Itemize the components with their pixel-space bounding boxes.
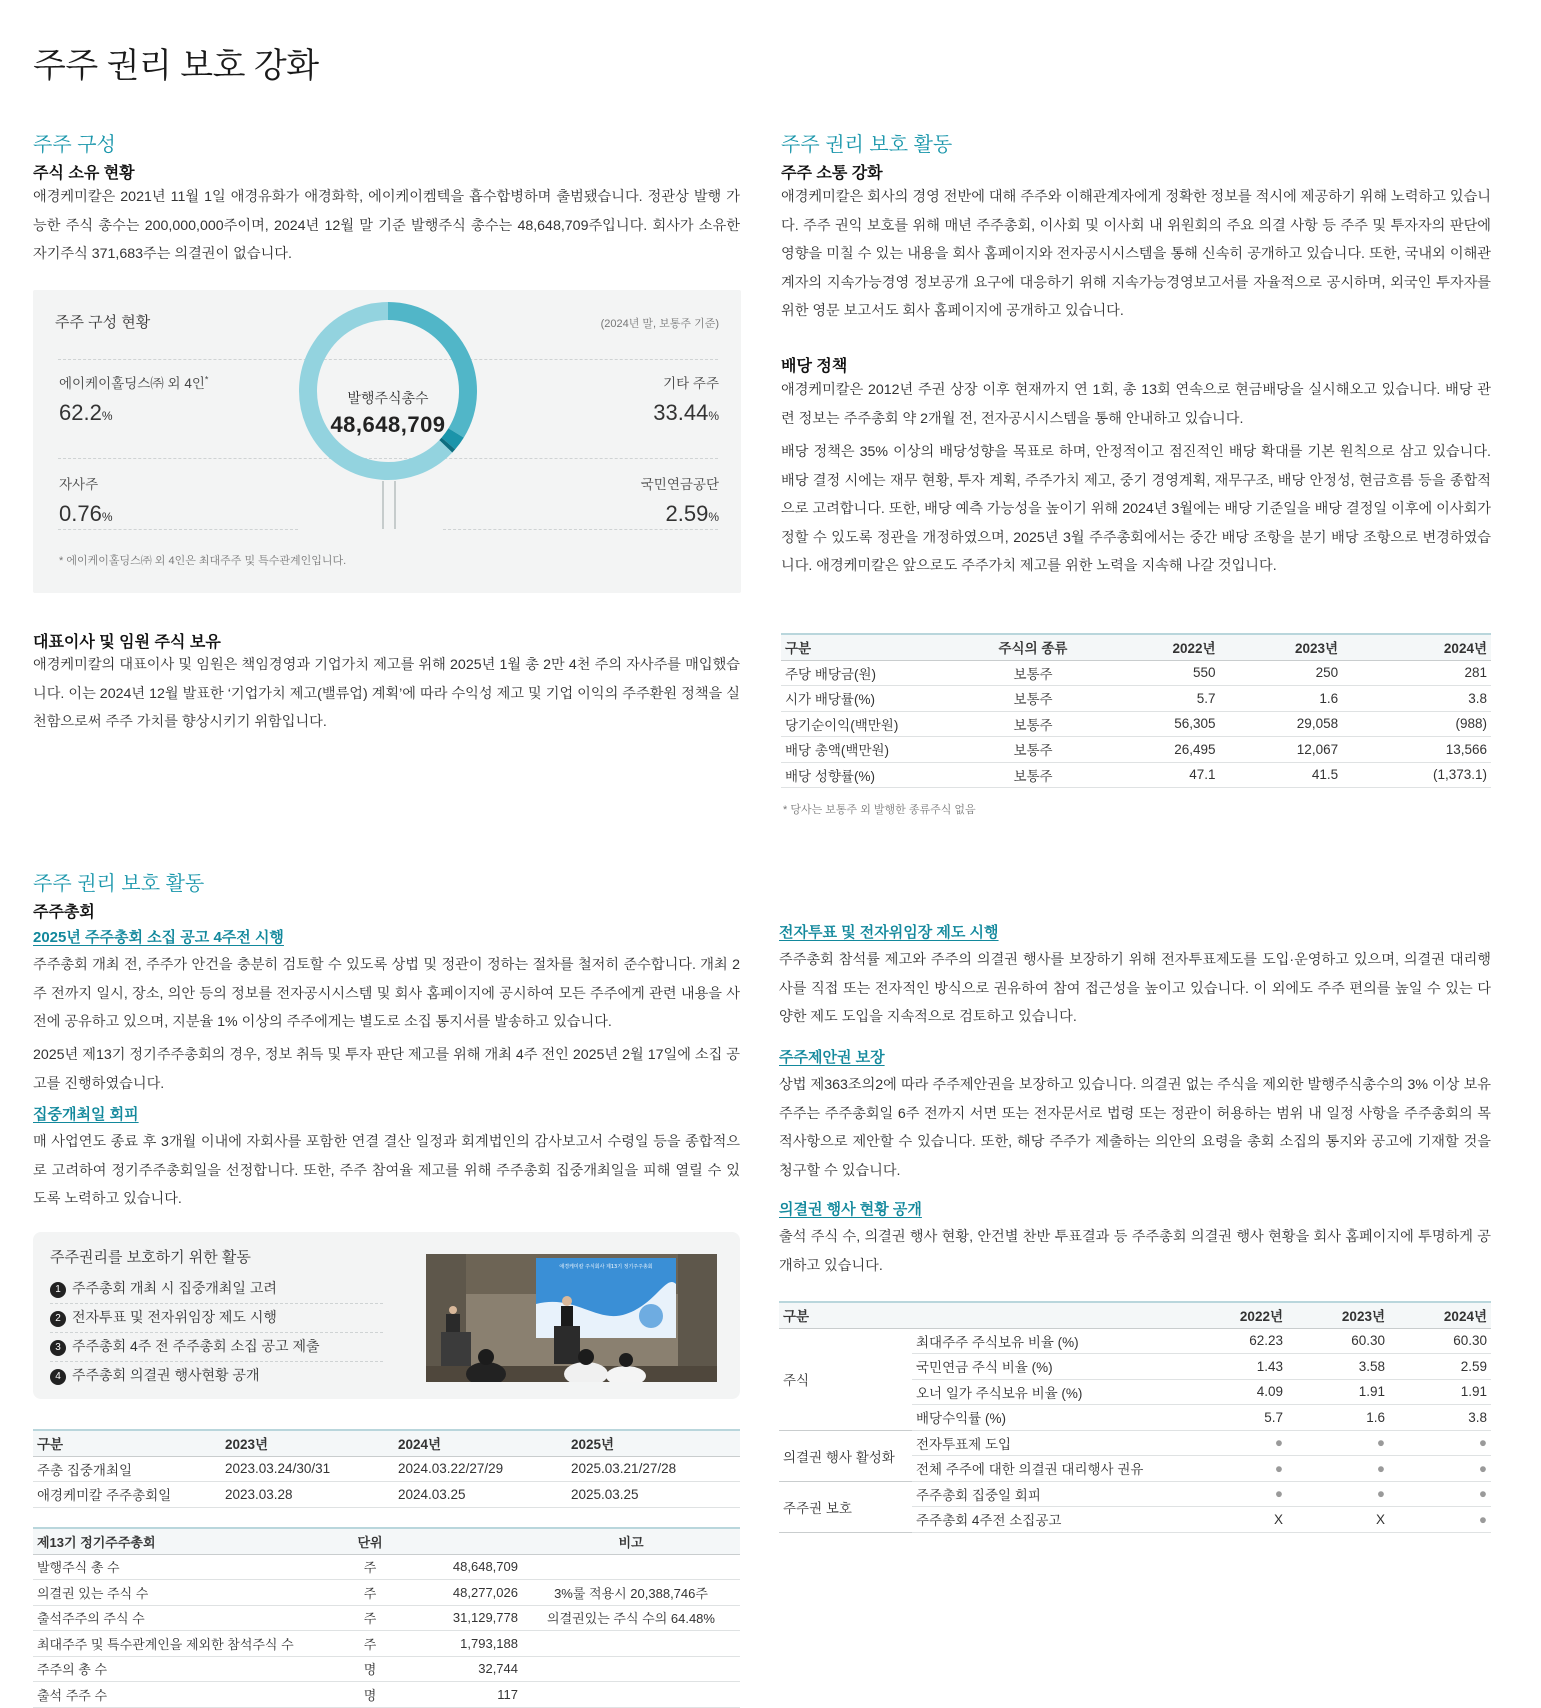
table-row xyxy=(33,1631,740,1657)
table-header-row xyxy=(33,1528,740,1554)
table-cell: 3.8 xyxy=(1342,686,1491,712)
table-row xyxy=(33,1580,740,1606)
table-cell: 26,495 xyxy=(1097,737,1220,763)
table-cell: 117 xyxy=(394,1682,522,1708)
table-row xyxy=(779,1481,1491,1507)
stat-unit: % xyxy=(101,510,113,524)
table-cell: 250 xyxy=(1220,660,1343,686)
dividend-paragraph-2: 배당 정책은 35% 이상의 배당성향을 목표로 하며, 안정적이고 점진적인 배당 확대를 기본 원칙으로 삼고 있습니다. 배당 결정 시에는 재무 현황, 투자 계획, 주주가치 제고, 중기 경영계획, 재무구조, 배당 안정성, 현금흐름 등을 종합적으로 고려합니다. 또한, 배당 예측 가능성을 높이기 위해 2024년 3월에는 배당 기준일을 배당 결정일 이후에 이사회가 정할 수 있도록 정관을 개정하였으며, 2025년 3월 주주총회에서는 중간 배당 조항을 분기 배당 조항으로 변경하였습니다. 애경케미칼은 앞으로도 주주가치 제고를 위한 노력을 지속해 나갈 것입니다. xyxy=(781,444,1491,574)
table-cell: 주 xyxy=(346,1580,394,1606)
table-header-cell: 제13기 정기주주총회 xyxy=(33,1528,346,1554)
activity-text: 주주총회 개최 시 집중개최일 고려 xyxy=(72,1280,277,1296)
number-badge: 3 xyxy=(50,1340,66,1356)
table-header-cell: 2024년 xyxy=(394,1430,567,1456)
table-cell: 보통주 xyxy=(969,762,1097,788)
activity-item xyxy=(50,1278,277,1298)
donut-slice xyxy=(446,444,449,447)
table-cell: ● xyxy=(1389,1430,1491,1456)
table-cell: 281 xyxy=(1342,660,1491,686)
table-cell: 5.7 xyxy=(1185,1405,1287,1431)
stat-sup: * xyxy=(204,374,209,385)
table-cell: ● xyxy=(1287,1430,1389,1456)
sub-title-ownership: 주식 소유 현황 xyxy=(33,165,135,182)
table-cell: 2023.03.28 xyxy=(221,1482,394,1508)
stat-unit: % xyxy=(101,409,113,423)
table-cell: 1.6 xyxy=(1220,686,1343,712)
stat-value: 33.44 xyxy=(653,400,709,425)
table-cell: 의결권 있는 주식 수 xyxy=(33,1580,346,1606)
table-cell: 전체 주주에 대한 의결권 대리행사 권유 xyxy=(912,1456,1185,1482)
activity-item xyxy=(50,1336,320,1356)
activity-text: 주주총회 4주 전 주주총회 소집 공고 제출 xyxy=(72,1338,320,1354)
table-header-cell: 2023년 xyxy=(221,1430,394,1456)
table-cell: ● xyxy=(1287,1456,1389,1482)
activity-panel xyxy=(33,1232,740,1399)
disclosure-paragraph: 출석 주식 수, 의결권 행사 현황, 안건별 찬반 투표결과 등 주주총회 의결권 행사 현황을 회사 홈페이지에 투명하게 공개하고 있습니다. xyxy=(779,1229,1491,1274)
stat-value: 2.59 xyxy=(665,501,709,526)
divider xyxy=(50,1361,383,1362)
agm-paragraph-1: 주주총회 개최 전, 주주가 안건을 충분히 검토할 수 있도록 상법 및 정관이 정하는 절차를 철저히 준수합니다. 개최 2주 전까지 일시, 장소, 의안 등의 정보를 전자공시시스템 및 회사 홈페이지에 공시하여 모든 주주에게 관련 내용을 사전에 공유하고 있으며, 지분율 1% 이상의 주주에게는 별도로 소집 통지서를 발송하고 있습니다. xyxy=(33,957,740,1030)
donut-center-label: 발행주식총수 xyxy=(347,390,429,406)
table-cell: 2025.03.25 xyxy=(567,1482,740,1508)
table-cell: 최대주주 주식보유 비율 (%) xyxy=(912,1328,1185,1354)
communication-paragraph: 애경케미칼은 회사의 경영 전반에 대해 주주와 이해관계자에게 정확한 정보를 적시에 제공하기 위해 노력하고 있습니다. 주주 권익 보호를 위해 매년 주주총회, 이사회 및 이사회 내 위원회의 주요 의결 사항 등 주주 및 투자자의 판단에 영향을 미칠 수 있는 내용을 회사 홈페이지와 전자공시시스템을 통해 신속히 공개하고 있습니다. 또한, 국내외 이해관계자의 지속가능경영 정보공개 요구에 대응하기 위해 지속가능경영보고서를 자율적으로 공시하며, 외국인 투자자를 위한 영문 보고서도 회사 홈페이지에 공개하고 있습니다. xyxy=(781,189,1491,319)
table-cell: 3.58 xyxy=(1287,1354,1389,1380)
table-cell: (988) xyxy=(1342,711,1491,737)
table-cell: 62.23 xyxy=(1185,1328,1287,1354)
sub-title-executives: 대표이사 및 임원 주식 보유 xyxy=(33,634,221,651)
dividend-table xyxy=(781,633,1491,788)
number-badge: 1 xyxy=(50,1282,66,1298)
table-cell: 3%룰 적용시 20,388,746주 xyxy=(522,1580,740,1606)
table-cell: 애경케미칼 주주총회일 xyxy=(33,1482,221,1508)
donut-center-value: 48,648,709 xyxy=(330,412,446,437)
table-cell: 48,648,709 xyxy=(394,1554,522,1580)
table-cell: 국민연금 주식 비율 (%) xyxy=(912,1354,1185,1380)
table-cell: 배당 총액(백만원) xyxy=(781,737,969,763)
table-cell: 1,793,188 xyxy=(394,1631,522,1657)
stat-label: 국민연금공단 xyxy=(640,477,719,492)
link-notice-4weeks[interactable]: 2025년 주주총회 소집 공고 4주전 시행 xyxy=(33,929,284,946)
table-cell: 29,058 xyxy=(1220,711,1343,737)
group-label: 의결권 행사 활성화 xyxy=(779,1430,912,1481)
table-row xyxy=(33,1656,740,1682)
stat-ak-holdings xyxy=(59,372,208,426)
group-label: 주식 xyxy=(779,1328,912,1430)
table-cell: 1.91 xyxy=(1389,1379,1491,1405)
table-cell: 2024.03.22/27/29 xyxy=(394,1456,567,1482)
table-row xyxy=(781,686,1491,712)
table-cell: 550 xyxy=(1097,660,1220,686)
table-cell xyxy=(522,1631,740,1657)
table-row xyxy=(33,1482,740,1508)
table-header-row xyxy=(781,634,1491,660)
table-cell: 출석 주주 수 xyxy=(33,1682,346,1708)
table-cell: 1.91 xyxy=(1287,1379,1389,1405)
table-cell: 주총 집중개최일 xyxy=(33,1456,221,1482)
table-header-cell: 구분 xyxy=(779,1302,912,1328)
divider xyxy=(58,529,298,530)
table-header-cell: 2022년 xyxy=(1185,1302,1287,1328)
dividend-paragraph-1: 애경케미칼은 2012년 주권 상장 이후 현재까지 연 1회, 총 13회 연속으로 현금배당을 실시해오고 있습니다. 배당 관련 정보는 주주총회 약 2개월 전, 전자공시시스템을 통해 안내하고 있습니다. xyxy=(781,382,1491,427)
table-cell: 전자투표제 도입 xyxy=(912,1430,1185,1456)
activity-text: 전자투표 및 전자위임장 제도 시행 xyxy=(72,1309,277,1325)
table-row xyxy=(781,762,1491,788)
stat-treasury xyxy=(59,473,113,527)
shareholder-rights-table xyxy=(779,1301,1491,1533)
link-vote-disclosure[interactable]: 의결권 행사 현황 공개 xyxy=(779,1201,922,1218)
divider xyxy=(50,1332,383,1333)
photo-screen-text: 애경케미칼 주식회사 제13기 정기주주총회 xyxy=(559,1264,653,1270)
table-cell: 보통주 xyxy=(969,686,1097,712)
agm-photo xyxy=(426,1254,717,1382)
group-label: 주주권 보호 xyxy=(779,1481,912,1532)
table-cell: 주 xyxy=(346,1605,394,1631)
sub-title-communication: 주주 소통 강화 xyxy=(781,165,883,182)
table-header-cell: 2024년 xyxy=(1389,1302,1491,1328)
table-row xyxy=(33,1682,740,1708)
activity-item xyxy=(50,1365,259,1385)
table-header-cell: 구분 xyxy=(781,634,969,660)
table-row xyxy=(33,1456,740,1482)
table-header-cell: 2022년 xyxy=(1097,634,1220,660)
table-cell: ● xyxy=(1185,1456,1287,1482)
table-cell: 주주의 총 수 xyxy=(33,1656,346,1682)
table-cell: ● xyxy=(1389,1507,1491,1533)
table-cell: 12,067 xyxy=(1220,737,1343,763)
panel-title: 주주 구성 현황 xyxy=(55,314,151,331)
table-header-cell xyxy=(394,1528,522,1554)
activity-item xyxy=(50,1307,277,1327)
table-cell: 60.30 xyxy=(1287,1328,1389,1354)
table-row xyxy=(779,1430,1491,1456)
table-cell: 배당수익률 (%) xyxy=(912,1405,1185,1431)
table-header-cell: 비고 xyxy=(522,1528,740,1554)
table-cell: 보통주 xyxy=(969,711,1097,737)
table-cell: 명 xyxy=(346,1656,394,1682)
stat-label: 기타 주주 xyxy=(663,376,719,391)
dividend-footnote: * 당사는 보통주 외 발행한 종류주식 없음 xyxy=(783,804,976,816)
stat-unit: % xyxy=(708,510,719,524)
table-cell: 주당 배당금(원) xyxy=(781,660,969,686)
table-cell: X xyxy=(1287,1507,1389,1533)
table-cell: 최대주주 및 특수관계인을 제외한 참석주식 수 xyxy=(33,1631,346,1657)
table-cell: 2.59 xyxy=(1389,1354,1491,1380)
agm-paragraph-2: 2025년 제13기 정기주주총회의 경우, 정보 취득 및 투자 판단 제고를 위해 개최 4주 전인 2025년 2월 17일에 소집 공고를 진행하였습니다. xyxy=(33,1047,740,1092)
table-header-cell xyxy=(912,1302,1185,1328)
agm-paragraph-3: 매 사업연도 종료 후 3개월 이내에 자회사를 포함한 연결 결산 일정과 회계법인의 감사보고서 수령일 등을 종합적으로 고려하여 정기주주총회일을 선정합니다. 또한, 주주 참여율 제고를 위해 주주총회 집중개최일을 피해 열릴 수 있도록 노력하고 있습니다. xyxy=(33,1134,740,1207)
table-cell: 2023.03.24/30/31 xyxy=(221,1456,394,1482)
stat-nps xyxy=(641,473,719,527)
table-row xyxy=(33,1554,740,1580)
table-cell: (1,373.1) xyxy=(1342,762,1491,788)
table-cell: 1.6 xyxy=(1287,1405,1389,1431)
table-row xyxy=(779,1328,1491,1354)
table-header-cell: 2025년 xyxy=(567,1430,740,1456)
link-proposal-right[interactable]: 주주제안권 보장 xyxy=(779,1049,885,1066)
sub-title-agm: 주주총회 xyxy=(33,904,95,921)
table-cell: 주주총회 4주전 소집공고 xyxy=(912,1507,1185,1533)
proposal-paragraph: 상법 제363조의2에 따라 주주제안권을 보장하고 있습니다. 의결권 없는 주식을 제외한 발행주식총수의 3% 이상 보유 주주는 주주총회일 6주 전까지 서면 또는 전자문서로 법령 또는 정관이 허용하는 범위 내 일정 사항을 주주총회의 목적사항으로 제안할 수 있습니다. 또한, 해당 주주가 제출하는 의안의 요령을 총회 소집의 통지와 공고에 기재할 것을 청구할 수 있습니다. xyxy=(779,1077,1491,1179)
link-e-voting[interactable]: 전자투표 및 전자위임장 제도 시행 xyxy=(779,924,999,941)
table-cell: 41.5 xyxy=(1220,762,1343,788)
table-cell: 주 xyxy=(346,1631,394,1657)
stat-others xyxy=(653,372,719,426)
table-cell: 1.43 xyxy=(1185,1354,1287,1380)
table-cell: 5.7 xyxy=(1097,686,1220,712)
activity-panel-title: 주주권리를 보호하기 위한 활동 xyxy=(50,1249,251,1266)
ownership-paragraph: 애경케미칼은 2021년 11월 1일 애경유화가 애경화학, 에이케이켐텍을 흡수합병하며 출범됐습니다. 정관상 발행 가능한 주식 총수는 200,000,000주이며, 2024년 12월 말 기준 발행주식 총수는 48,648,709주입니다. 회사가 소유한 자기주식 371,683주는 의결권이 없습니다. xyxy=(33,189,740,262)
table-cell: 31,129,778 xyxy=(394,1605,522,1631)
table-cell: 주 xyxy=(346,1554,394,1580)
number-badge: 2 xyxy=(50,1311,66,1327)
table-cell: ● xyxy=(1389,1481,1491,1507)
table-cell: 시가 배당률(%) xyxy=(781,686,969,712)
table-cell: 당기순이익(백만원) xyxy=(781,711,969,737)
panel-note: (2024년 말, 보통주 기준) xyxy=(600,318,719,330)
table-row xyxy=(781,660,1491,686)
table-cell: 보통주 xyxy=(969,737,1097,763)
stat-label: 에이케이홀딩스㈜ 외 4인 xyxy=(59,376,205,391)
table-header-cell: 주식의 종류 xyxy=(969,634,1097,660)
table-header-cell: 2023년 xyxy=(1220,634,1343,660)
section-title-rights-bottom: 주주 권리 보호 활동 xyxy=(33,873,205,895)
link-avoid-peak-date[interactable]: 집중개최일 회피 xyxy=(33,1106,139,1123)
table-cell: 보통주 xyxy=(969,660,1097,686)
table-header-row xyxy=(779,1302,1491,1328)
table-header-cell: 구분 xyxy=(33,1430,221,1456)
table-cell: 48,277,026 xyxy=(394,1580,522,1606)
section-title-rights: 주주 권리 보호 활동 xyxy=(781,134,953,156)
table-cell: 2025.03.21/27/28 xyxy=(567,1456,740,1482)
table-row xyxy=(781,711,1491,737)
table-cell: 13,566 xyxy=(1342,737,1491,763)
table-cell: 32,744 xyxy=(394,1656,522,1682)
section-title-composition: 주주 구성 xyxy=(33,134,116,156)
table-cell xyxy=(522,1554,740,1580)
vote-table xyxy=(33,1527,740,1708)
table-header-cell: 2024년 xyxy=(1342,634,1491,660)
e-voting-paragraph: 주주총회 참석률 제고와 주주의 의결권 행사를 보장하기 위해 전자투표제도를 도입·운영하고 있으며, 의결권 대리행사를 직접 또는 전자적인 방식으로 권유하여 참여 접근성을 높이고 있습니다. 이 외에도 주주 편의를 높일 수 있는 다양한 제도 도입을 지속적으로 검토하고 있습니다. xyxy=(779,952,1491,1025)
table-cell: 60.30 xyxy=(1389,1328,1491,1354)
table-cell: 명 xyxy=(346,1682,394,1708)
table-cell: 배당 성향률(%) xyxy=(781,762,969,788)
table-row xyxy=(781,737,1491,763)
sub-title-dividend: 배당 정책 xyxy=(781,358,848,375)
composition-panel xyxy=(33,290,741,593)
table-cell: 3.8 xyxy=(1389,1405,1491,1431)
table-cell: ● xyxy=(1389,1456,1491,1482)
table-cell: X xyxy=(1185,1507,1287,1533)
table-row xyxy=(33,1605,740,1631)
table-header-cell: 단위 xyxy=(346,1528,394,1554)
activity-text: 주주총회 의결권 행사현황 공개 xyxy=(72,1367,260,1383)
table-cell: ● xyxy=(1185,1430,1287,1456)
stat-value: 62.2 xyxy=(59,400,102,425)
table-cell: 4.09 xyxy=(1185,1379,1287,1405)
panel-footnote: * 에이케이홀딩스㈜ 외 4인은 최대주주 및 특수관계인입니다. xyxy=(59,555,347,567)
stat-label: 자사주 xyxy=(59,477,99,492)
stat-unit: % xyxy=(708,409,719,423)
number-badge: 4 xyxy=(50,1369,66,1385)
table-cell: 47.1 xyxy=(1097,762,1220,788)
executives-paragraph: 애경케미칼의 대표이사 및 임원은 책임경영과 기업가치 제고를 위해 2025년 1월 총 2만 4천 주의 자사주를 매입했습니다. 이는 2024년 12월 발표한 ‘기업가치 제고(밸류업) 계획’에 따라 수익성 제고 및 기업 이익의 주주환원 정책을 실천함으로써 주주 가치를 향상시키기 위함입니다. xyxy=(33,657,740,730)
table-header-cell: 2023년 xyxy=(1287,1302,1389,1328)
table-cell: 오너 일가 주식보유 비율 (%) xyxy=(912,1379,1185,1405)
table-header-row xyxy=(33,1430,740,1456)
table-cell: 의결권있는 주식 수의 64.48% xyxy=(522,1605,740,1631)
divider xyxy=(50,1303,383,1304)
table-cell: 2024.03.25 xyxy=(394,1482,567,1508)
table-cell: 발행주식 총 수 xyxy=(33,1554,346,1580)
table-cell: 출석주주의 주식 수 xyxy=(33,1605,346,1631)
table-cell xyxy=(522,1682,740,1708)
page-title: 주주 권리 보호 강화 xyxy=(33,47,319,85)
table-cell: ● xyxy=(1185,1481,1287,1507)
table-cell xyxy=(522,1656,740,1682)
table-cell: ● xyxy=(1287,1481,1389,1507)
table-cell: 주주총회 집중일 회피 xyxy=(912,1481,1185,1507)
table-cell: 56,305 xyxy=(1097,711,1220,737)
stat-value: 0.76 xyxy=(59,501,102,526)
meeting-date-table xyxy=(33,1429,740,1508)
